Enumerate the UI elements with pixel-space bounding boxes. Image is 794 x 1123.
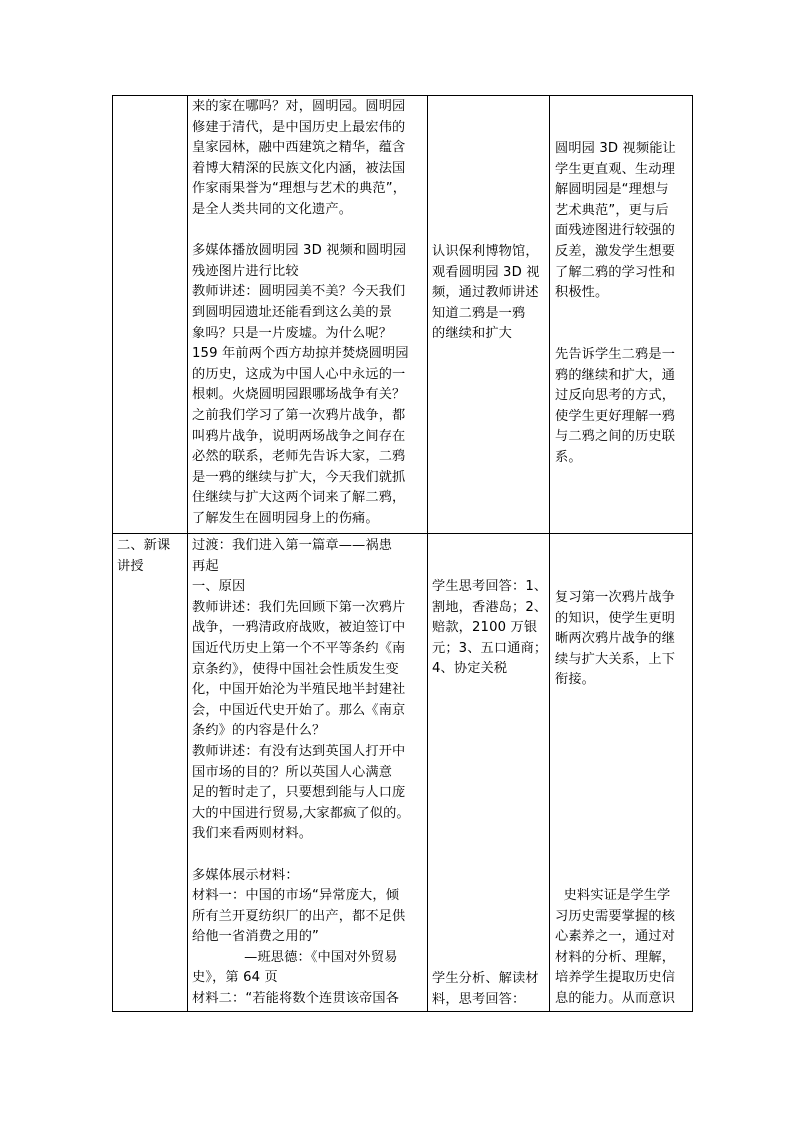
- text-line: 鸦的继续和扩大，通: [555, 367, 676, 383]
- text-line: 复习第一次鸦片战争: [555, 590, 676, 605]
- table-left-border: [112, 95, 113, 1012]
- citation-line: —班思德：《中国对外贸易: [192, 949, 398, 965]
- text-line: 学生思考回答：1、: [432, 579, 548, 594]
- text-line: 材料一：中国的市场“异常庞大，倾: [192, 888, 400, 904]
- text-line: 面残迹图进行较强的: [555, 223, 676, 239]
- text-line: 过反向思考的方式，: [555, 388, 676, 404]
- text-line: 史料实证是学生学: [555, 888, 671, 903]
- text-line: 元；3、五口通商；: [432, 640, 548, 656]
- text-line: 159 年前两个西方劫掠并焚烧圆明园: [192, 346, 409, 362]
- text-line: 是全人类共同的文化遗产。: [192, 201, 353, 217]
- row2-student-analysis: [432, 969, 539, 1010]
- row2-intent-material: [555, 886, 675, 1010]
- text-line: 艺术典范”，更与后: [555, 202, 669, 218]
- text-line: 续与扩大关系，上下: [555, 651, 676, 667]
- table-top-border: [112, 95, 693, 96]
- text-line: 所有兰开夏纺织厂的出产，都不足供: [192, 908, 406, 924]
- text-line: 积极性。: [555, 285, 609, 301]
- text-line: 再起: [192, 558, 219, 574]
- text-line: 培养学生提取历史信: [555, 970, 676, 986]
- text-line: 京条约》，使得中国社会性质发生变: [192, 661, 399, 677]
- text-line: 化，中国开始沦为半殖民地半封建社: [192, 682, 406, 698]
- text-line: 心素养之一，通过对: [555, 929, 676, 945]
- text-line: 修建于清代，是中国历史上最宏伟的: [192, 119, 406, 135]
- text-line: 皇家园林，融中西建筑之精华，蕴含: [192, 140, 406, 156]
- text-line: 频，通过教师讲述: [432, 285, 539, 301]
- blank-line: [555, 304, 676, 325]
- blank-line: [192, 221, 409, 242]
- blank-line: [555, 324, 676, 345]
- text-line: 反差，激发学生想要: [555, 243, 676, 259]
- text-line: 作家雨果誉为“理想与艺术的典范”，: [192, 181, 407, 197]
- text-line: 叫鸦片战争，说明两场战争之间存在: [192, 428, 406, 444]
- text-line: 我们来看两则材料。: [192, 826, 313, 842]
- text-line: 4、协定关税: [432, 661, 508, 677]
- row1-student-activity: [432, 242, 540, 345]
- text-line: 圆明园 3D 视频能让: [555, 141, 676, 156]
- text-line: 多媒体播放圆明园 3D 视频和圆明园: [192, 243, 407, 259]
- column-divider-1: [187, 95, 188, 1012]
- text-line: 先告诉学生二鸦是一: [555, 346, 676, 362]
- lesson-plan-table: [112, 95, 693, 1012]
- text-line: 教师讲述：我们先回顾下第一次鸦片: [192, 599, 406, 615]
- text-line: 会，中国近代史开始了。那么《南京: [192, 702, 406, 718]
- text-line: 知道二鸦是一鸦: [432, 305, 526, 321]
- text-line: 必然的联系，老师先告诉大家，二鸦: [192, 449, 406, 465]
- text-line: 条约》的内容是什么？: [192, 723, 326, 739]
- text-line: 讲授: [117, 558, 144, 574]
- text-line: 是一鸦的继续与扩大，今天我们就抓: [192, 469, 406, 485]
- text-line: 认识保利博物馆，: [432, 244, 539, 259]
- text-line: 学生分析、解读材: [432, 971, 539, 986]
- table-right-border: [692, 95, 693, 1012]
- text-line: 割地，香港岛；2、: [432, 599, 548, 615]
- text-line: 住继续与扩大这两个词来了解二鸦，: [192, 490, 406, 506]
- text-line: 教师讲述：有没有达到英国人打开中: [192, 743, 406, 759]
- text-line: 到圆明园遗址还能看到这么美的景: [192, 304, 393, 320]
- text-line: 教师讲述：圆明园美不美？今天我们: [192, 284, 406, 300]
- text-line: 足的暂时走了，只要想到能与人口庞: [192, 785, 406, 801]
- row2-stage-label: [117, 536, 170, 577]
- text-line: 的知识，使学生更明: [555, 610, 676, 626]
- blank-line: [192, 845, 410, 866]
- text-line: 象吗？只是一片废墟。为什么呢？: [192, 325, 393, 341]
- text-line: 二、新课: [117, 538, 171, 553]
- text-line: 国市场的目的？所以英国人心满意: [192, 764, 393, 780]
- text-line: 观看圆明园 3D 视: [432, 264, 540, 280]
- text-line: 息的能力。从而意识: [555, 990, 676, 1006]
- text-line: 习历史需要掌握的核: [555, 908, 676, 924]
- table-bottom-border: [112, 1011, 693, 1012]
- text-line: 根刺。火烧圆明园跟哪场战争有关？: [192, 387, 406, 403]
- column-divider-2: [427, 95, 428, 1012]
- text-line: 之前我们学习了第一次鸦片战争，都: [192, 407, 406, 423]
- text-line: 赔款，2100 万银: [432, 620, 538, 636]
- row1-design-intent: [555, 139, 676, 469]
- row1-teacher-activity: [192, 97, 409, 529]
- text-line: 料，思考回答：: [432, 991, 526, 1007]
- section-heading: 一、原因: [192, 579, 246, 595]
- text-line: 衔接。: [555, 672, 596, 688]
- text-line: 晰两次鸦片战争的继: [555, 631, 676, 647]
- row2-intent-review: [555, 588, 675, 691]
- text-line: 过渡：我们进入第一篇章——祸患: [192, 538, 393, 553]
- text-line: 给他一省消费之用的”: [192, 929, 320, 945]
- text-line: 材料的分析、理解，: [555, 949, 676, 965]
- row2-student-answer: [432, 577, 547, 680]
- text-line: 使学生更好理解一鸦: [555, 408, 676, 424]
- text-line: 国近代历史上第一个不平等条约《南: [192, 640, 406, 656]
- text-line: 学生更直观、生动理: [555, 161, 676, 177]
- citation-line: 史》，第 64 页: [192, 970, 278, 986]
- row2-teacher-activity: [192, 536, 410, 1010]
- text-line: 了解二鸦的学习性和: [555, 264, 676, 280]
- text-line: 战争，一鸦清政府战败，被迫签订中: [192, 620, 406, 636]
- text-line: 来的家在哪吗？对，圆明园。圆明园: [192, 99, 406, 114]
- column-divider-3: [549, 95, 550, 1012]
- text-line: 大的中国进行贸易,大家都疯了似的。: [192, 805, 410, 821]
- text-line: 多媒体展示材料：: [192, 867, 299, 883]
- text-line: 的继续和扩大: [432, 326, 513, 342]
- text-line: 的历史，这成为中国人心中永远的一: [192, 366, 406, 382]
- text-line: 了解发生在圆明园身上的伤痛。: [192, 510, 379, 526]
- row-divider: [112, 533, 693, 534]
- text-line: 系。: [555, 449, 582, 465]
- text-line: 解圆明园是“理想与: [555, 182, 669, 198]
- text-line: 材料二：“若能将数个连贯该帝国各: [192, 991, 400, 1007]
- text-line: 残迹图片进行比较: [192, 263, 299, 279]
- text-line: 着博大精深的民族文化内涵，被法国: [192, 160, 406, 176]
- text-line: 与二鸦之间的历史联: [555, 429, 676, 445]
